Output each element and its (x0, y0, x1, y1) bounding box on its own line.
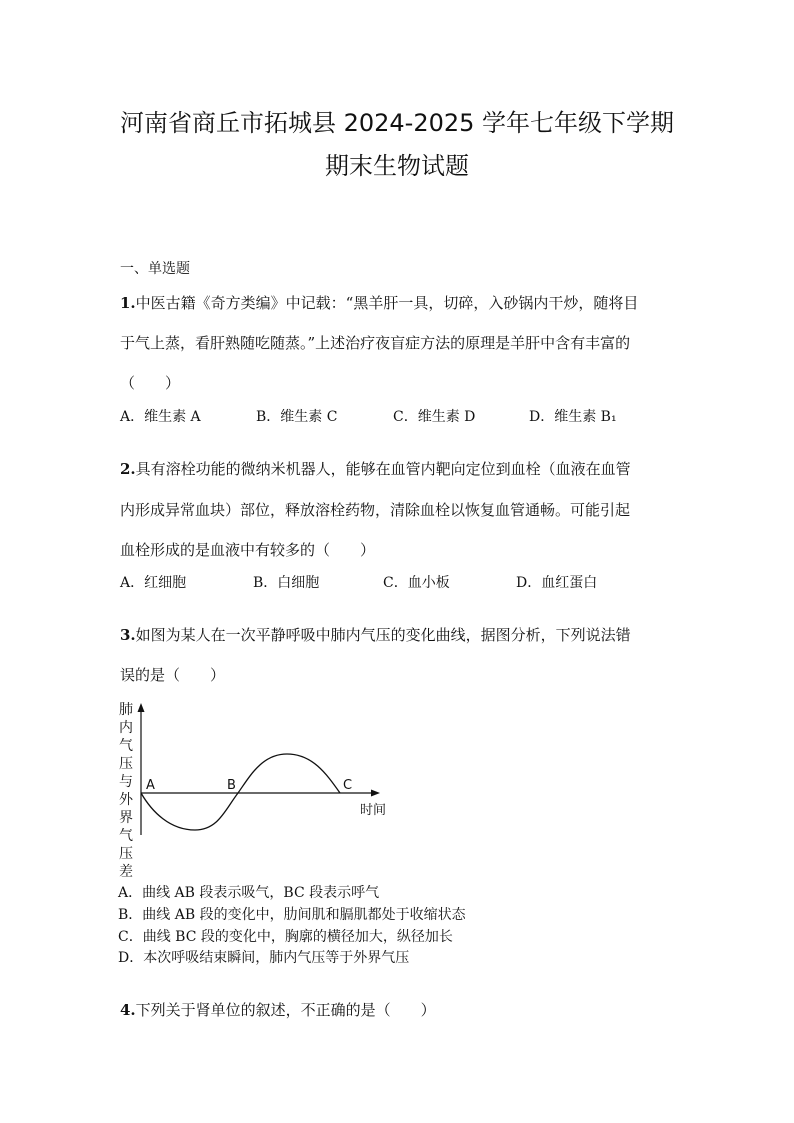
q2-option-c: C．血小板 (383, 575, 450, 591)
y-label-char: 内 (119, 720, 133, 736)
q2-option-d: D．血红蛋白 (516, 575, 598, 591)
y-axis-arrow (138, 703, 145, 712)
q3-number: 3. (120, 626, 136, 644)
q3-option-d: D．本次呼吸结束瞬间，肺内气压等于外界气压 (118, 950, 410, 966)
doc-title-line1: 河南省商丘市拓城县 2024-2025 学年七年级下学期 (119, 109, 675, 137)
pressure-curve (141, 754, 340, 830)
y-label-char: 界 (119, 810, 133, 826)
y-label-char: 差 (119, 864, 133, 880)
q2-text-line2: 内形成异常血块）部位，释放溶栓药物，清除血栓以恢复血管通畅。可能引起 (120, 501, 631, 519)
point-b-label: B (227, 778, 236, 793)
q1-number: 1. (120, 294, 136, 312)
y-label-char: 压 (119, 756, 133, 772)
q1-option-d: D．维生素 B₁ (529, 409, 617, 425)
q2-option-b: B．白细胞 (253, 575, 320, 591)
q3-option-a: A．曲线 AB 段表示吸气，BC 段表示呼气 (118, 885, 380, 901)
q4-text-line1: 下列关于肾单位的叙述，不正确的是（ ） (135, 1001, 436, 1019)
point-c-label: C (343, 778, 353, 793)
point-a-label: A (146, 778, 155, 793)
figure-x-axis-label: 时间 (360, 803, 387, 818)
q1-text-line2: 于气上蒸，看肝熟随吃随蒸。”上述治疗夜盲症方法的原理是羊肝中含有丰富的 (120, 334, 631, 352)
y-label-char: 与 (119, 774, 133, 790)
q3-text-line1: 如图为某人在一次平静呼吸中肺内气压的变化曲线，据图分析，下列说法错 (135, 626, 631, 644)
q2-text-line3: 血栓形成的是血液中有较多的（ ） (120, 541, 376, 559)
q4-number: 4. (120, 1001, 136, 1019)
q4-line1 (120, 999, 436, 1020)
y-label-char: 外 (119, 792, 133, 808)
q1-option-c: C．维生素 D (393, 409, 476, 425)
q1-option-b: B．维生素 C (256, 409, 338, 425)
q2-number: 2. (120, 460, 136, 478)
y-label-char: 肺 (119, 702, 133, 718)
q2-option-a: A．红细胞 (120, 575, 187, 591)
y-label-char: 压 (119, 846, 133, 862)
q3-option-c: C．曲线 BC 段的变化中，胸廓的横径加大，纵径加长 (118, 929, 453, 945)
q3-text-line2: 误的是（ ） (120, 666, 226, 684)
q1-text-line3: （ ） (120, 374, 181, 392)
q3-option-b: B．曲线 AB 段的变化中，肋间肌和膈肌都处于收缩状态 (118, 907, 466, 923)
q1-option-a: A．维生素 A (120, 409, 201, 425)
y-label-char: 气 (119, 828, 133, 844)
q2-text-line1: 具有溶栓功能的微纳米机器人，能够在血管内靶向定位到血栓（血液在血管 (135, 460, 631, 478)
doc-title-line2: 期末生物试题 (325, 152, 469, 180)
y-label-char: 气 (119, 738, 133, 754)
section-heading: 一、单选题 (120, 261, 190, 277)
x-axis-arrow (371, 790, 380, 797)
q1-text-line1: 中医古籍《奇方类编》中记载：“黑羊肝一具，切碎，入砂锅内干炒，随将目 (135, 294, 639, 312)
